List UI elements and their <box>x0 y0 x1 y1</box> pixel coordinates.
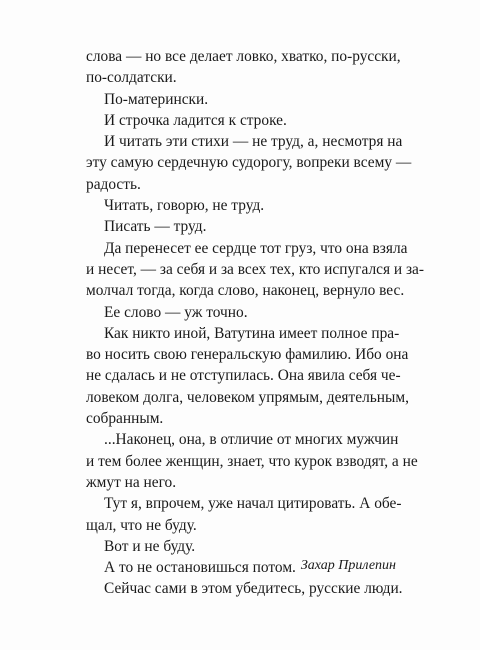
text-line: собранным. <box>86 410 164 428</box>
text-line: не сдалась и не отступилась. Она явила себя че- <box>86 367 401 385</box>
text-line: Да перенесет ее сердце тот груз, что она взяла <box>104 239 408 257</box>
text-line: во носить свою генеральскую фамилию. Ибо она <box>86 346 409 364</box>
text-line: слова — но все делает ловко, хватко, по-русски, <box>86 48 401 65</box>
text-line: И читать эти стихи — не труд, а, несмотря на <box>104 133 403 151</box>
author-signature: Захар Прилепин <box>300 558 396 573</box>
text-line: ловеком долга, человеком упрямым, деятельным, <box>86 388 409 406</box>
text-line: эту самую сердечную судорогу, вопреки всему — <box>86 154 412 172</box>
text-line: и несет, — за себя и за всех тех, кто испугался и за- <box>86 260 424 278</box>
text-line: Вот и не буду. <box>104 537 196 555</box>
text-line: Писать — труд. <box>104 218 207 236</box>
text-line: А то не остановишься потом. <box>104 559 296 577</box>
text-line: радость. <box>86 175 141 193</box>
body-text <box>86 46 424 600</box>
text-line: ...Наконец, она, в отличие от многих мужчин <box>104 431 399 449</box>
text-line: молчал тогда, когда слово, наконец, вернуло вес. <box>86 282 405 300</box>
text-line: щал, что не буду. <box>86 516 197 534</box>
text-line: Ее слово — уж точно. <box>104 303 248 321</box>
text-line: Читать, говорю, не труд. <box>104 197 265 215</box>
text-line: жмут на него. <box>86 473 177 491</box>
text-line: Как никто иной, Ватутина имеет полное пра- <box>104 324 400 342</box>
text-line: и тем более женщин, знает, что курок взводят, а не <box>86 452 418 470</box>
text-line: По-матерински. <box>104 90 209 108</box>
text-line: Сейчас сами в этом убедитесь, русские люди. <box>104 580 403 598</box>
text-line: И строчка ладится к строке. <box>104 111 287 129</box>
text-line: Тут я, впрочем, уже начал цитировать. А обе- <box>104 495 402 513</box>
text-line: по-солдатски. <box>86 69 177 87</box>
